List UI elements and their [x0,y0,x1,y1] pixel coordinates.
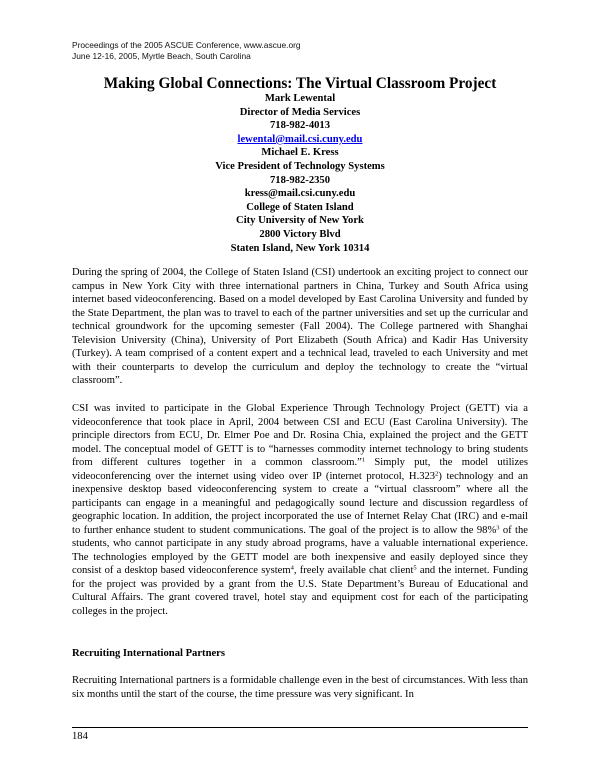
paragraph-gett [72,402,528,618]
author-email-link-1[interactable]: lewental@mail.csi.cuny.edu [237,133,363,145]
footnote-marker-3: 3 [496,524,500,531]
header-dates: June 12-16, 2005, Myrtle Beach, South Carolina [72,50,251,61]
paper-title: Making Global Connections: The Virtual Classroom Project [103,75,497,92]
affiliation-college: College of Staten Island [246,201,354,213]
paragraph-gett-text-4: of the students, who cannot participate in any study abroad programs, have a valuable international experience. The technologies employed by the GETT model are both inexpensive and easily deployed since they consist of a desktop based videoconference system [72,524,528,576]
paragraph-intro: During the spring of 2004, the College of Staten Island (CSI) undertook an exciting project to connect our campus in New York City with three international partners in China, Turkey and South Africa using internet based videoconferencing. Based on a model developed by East Carolina University and funded by the State Department, the plan was to travel to each of the partner universities and set up the curricular and technical groundwork for the upcoming semester (Fall 2004). The College partnered with Shanghai Television University (China), University of Port Elizabeth (South Africa) and Kadir Has University (Turkey). A team comprised of a content expert and a technical lead, traveled to each University and met with their counterparts to develop the curriculum and deploy the technology to create the “virtual classroom”. [72,267,528,386]
affiliation-street: 2800 Victory Blvd [259,228,341,240]
page-number: 184 [72,731,88,742]
author-phone-1: 718-982-4013 [269,120,331,132]
footer-divider [72,727,528,728]
footnote-marker-2: 2 [435,470,439,477]
author-role-2: Vice President of Technology Systems [215,160,385,172]
paragraph-gett-text-5: , freely available chat client [293,565,414,576]
affiliation-university: City University of New York [236,215,364,227]
author-email-2: kress@mail.csi.cuny.edu [244,188,356,200]
title-block [72,75,528,255]
footnote-marker-5: 5 [413,564,417,572]
paragraph-recruiting: Recruiting International partners is a formidable challenge even in the best of circumstances. With less than six months until the start of the course, the time pressure was very significant. In [72,675,528,700]
author-name-1: Mark Lewental [264,93,336,104]
running-header [72,40,301,61]
affiliation-city: Staten Island, New York 10314 [230,242,370,254]
paragraph-gett-text-3: ) technology and an inexpensive desktop based videoconferencing system to create a “virtual classroom” where all the participants can engage in a meaningful and pedagogically sound lecture and discussion regardless of geographic location. In addition, the project incorporated the use of Internet Relay Chat (IRC) and e-mail to further enhance student to student communications. The goal of the project is to allow the 98% [72,470,528,536]
footnote-marker-1: 1 [361,456,366,464]
paragraph-gett-text-6: and the internet. Funding for the project was provided by a grant from the U.S. State Department’s Bureau of Educational and Cultural Affairs. The grant covered travel, hotel stay and equipment cost for each of the participating colleges in the project. [72,565,529,617]
footnote-marker-4: 4 [290,564,294,572]
author-phone-2: 718-982-2350 [269,174,331,186]
header-proceedings: Proceedings of the 2005 ASCUE Conference, www.ascue.org [72,40,301,50]
author-name-2: Michael E. Kress [261,147,339,159]
author-role-1: Director of Media Services [239,106,361,118]
paragraph-gett-text-1: CSI was invited to participate in the Global Experience Through Technology Project (GETT) via a videoconference that took place in April, 2004 between CSI and ECU (East Carolina University). The principle directors from ECU, Dr. Elmer Poe and Dr. Rosina Chia, explained the project and the GETT model. The conceptual model of GETT is to “harnesses commodity internet technology to bring students from different cultures together in a common classroom.” [72,403,528,468]
section-heading: Recruiting International Partners [72,648,225,659]
paragraph-gett-text-2: Simply put, the model utilizes videoconferencing over the internet using video over IP (internet protocol, H.323 [72,457,528,482]
